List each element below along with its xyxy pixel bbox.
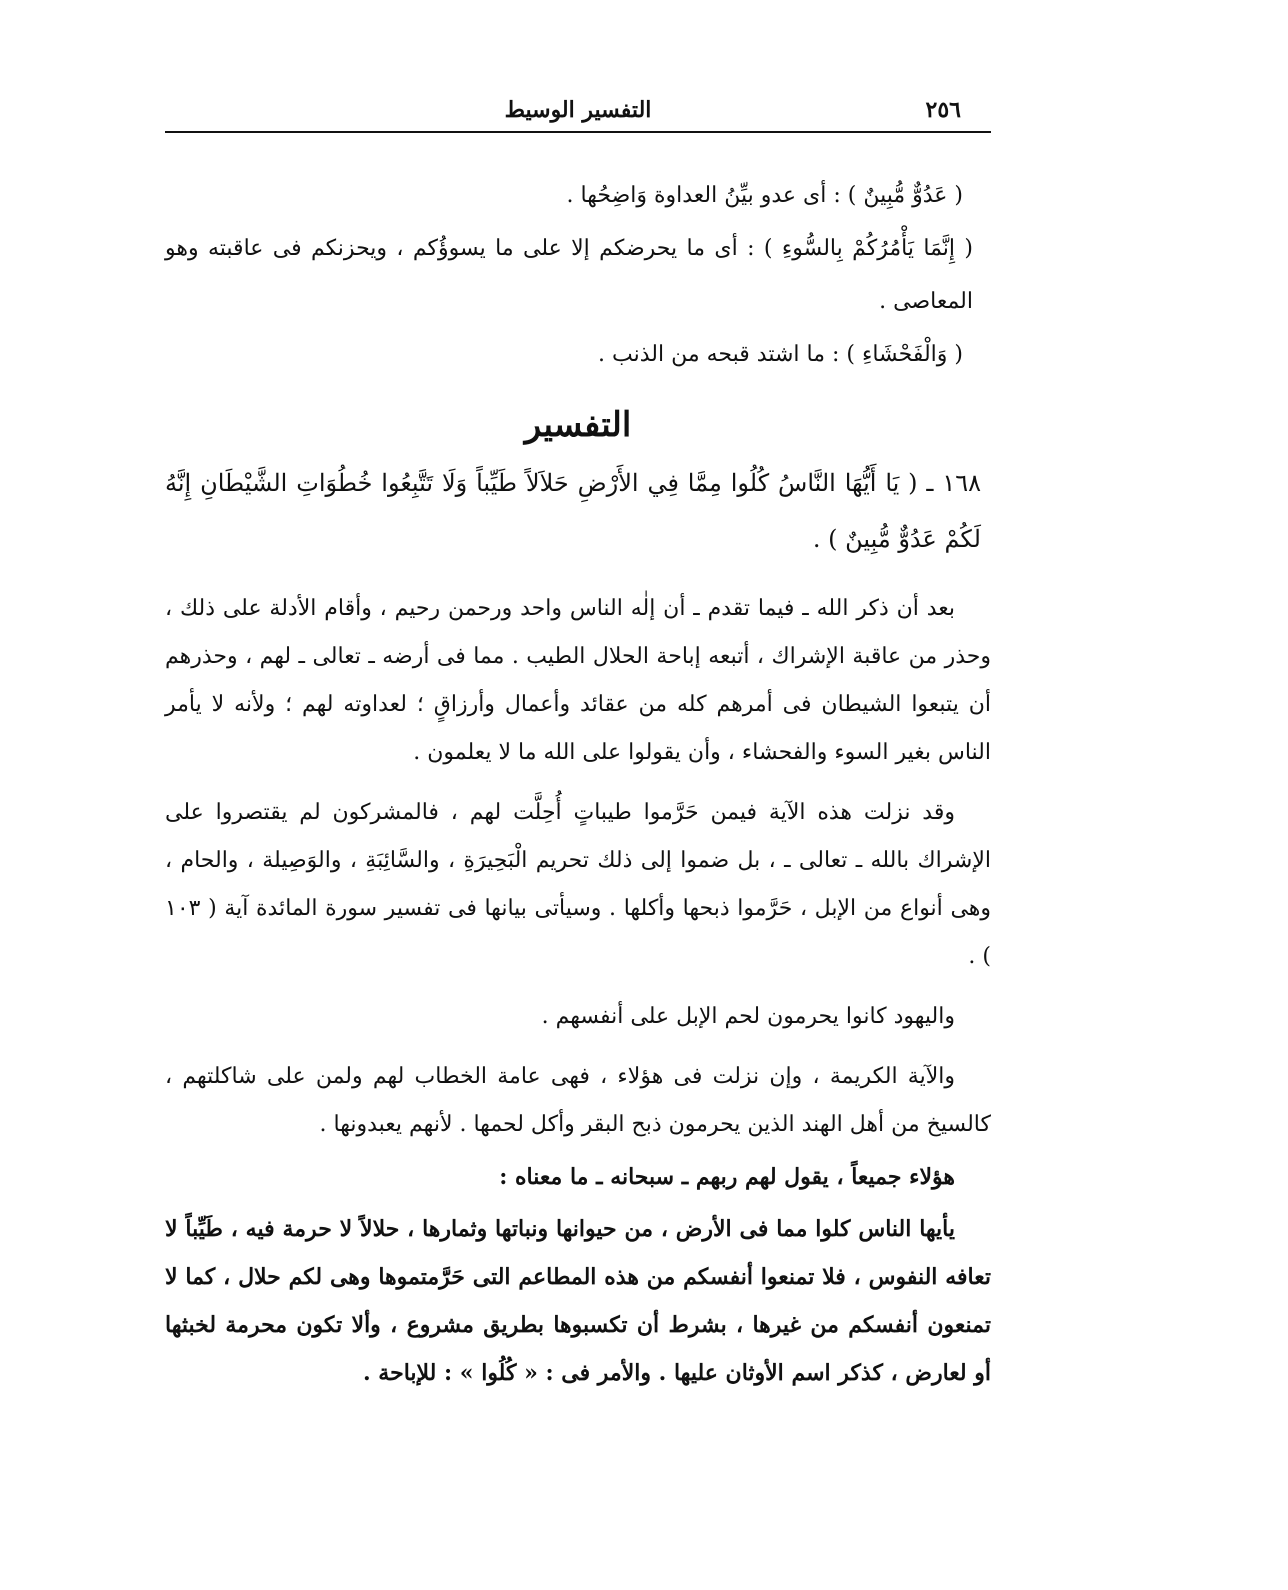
document-page — [165, 95, 991, 1409]
paragraph: يأيها الناس كلوا مما فى الأرض ، من حيوانها ونباتها وثمارها ، حلالاً لا حرمة فيه ، طَيِّباً لا تعافه النفوس ، فلا تمنعوا أنفسكم من هذه المطاعم التى حَرَّمتموها وهى لكم حلال ، كما لا تمنعون أنفسكم من غيرها ، بشرط أن تكسبوها بطريق مشروع ، وألا تكون محرمة لخبثها أو لعارض ، كذكر اسم الأوثان عليها . والأمر فى : « كُلُوا » : للإباحة . — [165, 1216, 991, 1386]
paragraph: هؤلاء جميعاً ، يقول لهم ربهم ـ سبحانه ـ ما معناه : — [499, 1164, 955, 1190]
header-rule — [165, 131, 991, 133]
paragraph: بعد أن ذكر الله ـ فيما تقدم ـ أن إلٰه الناس واحد ورحمن رحيم ، وأقام الأدلة على ذلك ، وحذر من عاقبة الإشراك ، أتبعه إباحة الحلال الطيب . مما فى أرضه ـ تعالى ـ لهم ، وحذرهم أن يتبعوا الشيطان فى أمرهم كله من عقائد وأعمال وأرزاقٍ ؛ لعداوته لهم ؛ ولأنه لا يأمر الناس بغير السوء والفحشاء ، وأن يقولوا على الله ما لا يعلمون . — [165, 596, 991, 765]
paragraph: والآية الكريمة ، وإن نزلت فى هؤلاء ، فهى عامة الخطاب لهم ولمن على شاكلتهم ، كالسيخ من أهل الهند الذين يحرمون ذبح البقر وأكل لحمها . لأنهم يعبدونها . — [165, 1064, 991, 1137]
vocab-entry: ( إِنَّمَا يَأْمُرُكُمْ بِالسُّوءِ ) : أى ما يحرضكم إلا على ما يسوؤُكم ، ويحزنكم فى عاقبته وهو المعاصى . — [165, 236, 973, 314]
vocab-entry: ( وَالْفَحْشَاءِ ) : ما اشتد قبحه من الذنب . — [598, 342, 963, 367]
paragraph: وقد نزلت هذه الآية فيمن حَرَّموا طيباتٍ أُحِلَّت لهم ، فالمشركون لم يقتصروا على الإشراك بالله ـ تعالى ـ ، بل ضموا إلى ذلك تحريم الْبَحِيرَةِ ، والسَّائِبَةِ ، والوَصِيلة ، والحام ، وهى أنواع من الإبل ، حَرَّموا ذبحها وأكلها . وسيأتى بيانها فى تفسير سورة المائدة آية ( ١٠٣ ) . — [165, 800, 992, 969]
vocab-entry: ( عَدُوٌّ مُّبِينٌ ) : أى عدو بيِّنُ العداوة وَاضِحُها . — [566, 183, 963, 208]
book-title: التفسير الوسيط — [504, 97, 652, 123]
vocabulary-section — [165, 169, 991, 381]
running-header — [165, 95, 991, 129]
paragraph: واليهود كانوا يحرمون لحم الإبل على أنفسهم . — [541, 1004, 955, 1029]
quran-verse: ١٦٨ ـ ( يَا أَيُّهَا النَّاسُ كُلُوا مِمَّا فِي الأَرْضِ حَلاَلاً طَيِّباً وَلَا تَتَّبِعُوا خُطُوَاتِ الشَّيْطَانِ إِنَّهُ لَكُمْ عَدُوٌّ مُّبِينٌ ) . — [165, 469, 981, 553]
section-heading: التفسير — [524, 405, 632, 445]
page-number: ٢٥٦ — [925, 97, 961, 123]
